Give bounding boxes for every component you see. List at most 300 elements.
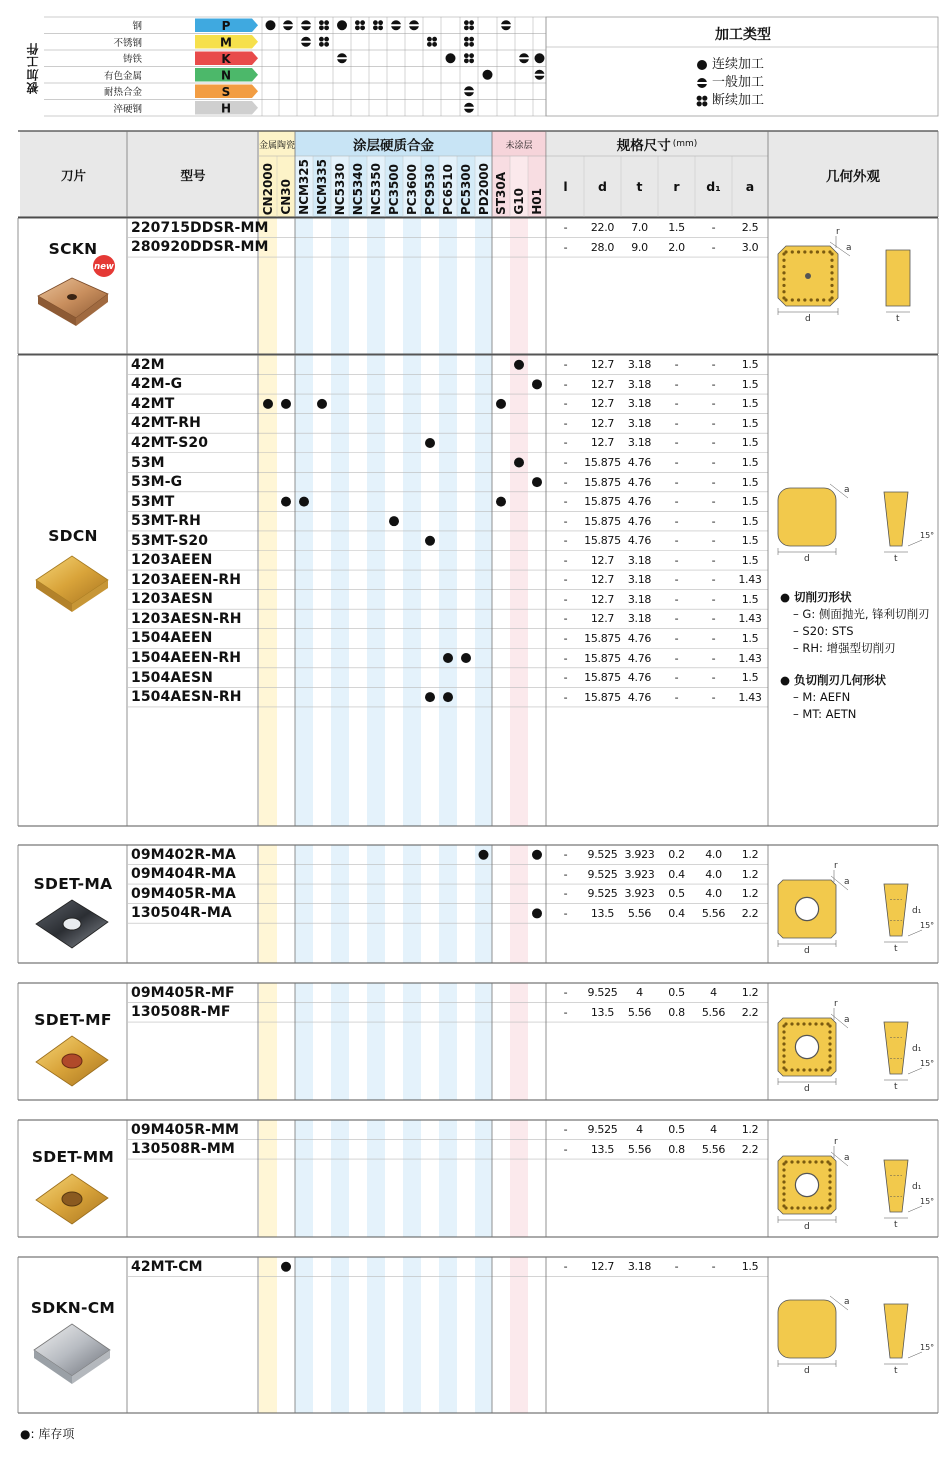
dim-value: 1.5 bbox=[741, 416, 759, 430]
dim-value: - bbox=[674, 377, 679, 391]
chipbreaker-dot bbox=[828, 1174, 831, 1177]
insert-side-view bbox=[884, 1304, 908, 1358]
dim-value: 0.4 bbox=[668, 906, 685, 920]
dim-value: - bbox=[563, 397, 568, 411]
insert-side-view bbox=[884, 1160, 908, 1212]
dim-value: 1.5 bbox=[741, 456, 759, 470]
chipbreaker-dot bbox=[796, 1022, 799, 1025]
insert-name-SDET-MM: SDET-MM bbox=[31, 1148, 115, 1166]
chipbreaker-dot bbox=[796, 1206, 799, 1209]
dim-value: 15.875 bbox=[584, 456, 621, 470]
dim-value: 22.0 bbox=[590, 221, 615, 235]
dim-value: 5.56 bbox=[701, 1005, 726, 1019]
dim-value: - bbox=[563, 456, 568, 470]
model-1504AESN-RH: 1504AESN-RH bbox=[131, 689, 242, 706]
model-1504AEEN: 1504AEEN bbox=[131, 630, 213, 647]
chipbreaker-dot bbox=[814, 1068, 817, 1071]
chipbreaker-dot bbox=[782, 265, 785, 268]
label-d: d bbox=[805, 314, 811, 324]
grade-label: ST30A bbox=[494, 172, 508, 215]
model-53M: 53M bbox=[131, 454, 165, 471]
dim-value: 12.7 bbox=[590, 397, 615, 411]
dim-value: - bbox=[563, 1123, 568, 1137]
grade-label: PC6510 bbox=[441, 164, 455, 215]
dim-value: - bbox=[563, 612, 568, 626]
grade-label: NCM335 bbox=[315, 159, 329, 215]
chipbreaker-dot bbox=[782, 1198, 785, 1201]
label-d1: d₁ bbox=[912, 1182, 922, 1192]
insert-top-view bbox=[778, 1300, 836, 1358]
label-t: t bbox=[894, 1366, 898, 1376]
dim-value: 3.0 bbox=[741, 240, 759, 254]
dim-value: - bbox=[711, 651, 716, 665]
dim-value: - bbox=[674, 456, 679, 470]
header-model: 型号 bbox=[180, 167, 206, 183]
label-a: a bbox=[844, 1153, 850, 1163]
model-1504AEEN-RH: 1504AEEN-RH bbox=[131, 650, 242, 667]
dim-value: - bbox=[711, 416, 716, 430]
angle-line bbox=[908, 1068, 922, 1074]
dim-value: 0.8 bbox=[668, 1142, 685, 1156]
dim-value: - bbox=[563, 848, 568, 862]
grade-label: PC3500 bbox=[387, 164, 401, 215]
dim-value: 3.18 bbox=[627, 436, 652, 450]
dim-value: - bbox=[563, 416, 568, 430]
model-53M-G: 53M-G bbox=[131, 474, 183, 491]
dim-value: 4 bbox=[710, 1123, 717, 1137]
dim-value: 1.2 bbox=[741, 986, 759, 1000]
model-09M405R-MA: 09M405R-MA bbox=[131, 885, 236, 902]
dim-value: 1.5 bbox=[741, 1260, 759, 1274]
dim-value: 1.5 bbox=[741, 631, 759, 645]
dim-value: 12.7 bbox=[590, 436, 615, 450]
angle-line bbox=[908, 540, 922, 546]
dim-value: 4.0 bbox=[705, 848, 722, 862]
insert-hole bbox=[795, 897, 818, 920]
chipbreaker-dot bbox=[830, 265, 833, 268]
dim-value: - bbox=[563, 671, 568, 685]
iso-P-letter: P bbox=[221, 19, 231, 33]
dim-value: 15.875 bbox=[584, 475, 621, 489]
dim-value: 28.0 bbox=[590, 240, 615, 254]
model-220715DDSR-MM: 220715DDSR-MM bbox=[131, 219, 269, 236]
dim-value: - bbox=[711, 221, 716, 235]
dim-value: - bbox=[563, 1005, 568, 1019]
chipbreaker-dot bbox=[797, 298, 800, 301]
chipbreaker-dot bbox=[826, 1160, 829, 1163]
chipbreaker-dot bbox=[782, 252, 785, 255]
header-cermet: 金属陶瓷 bbox=[259, 140, 296, 151]
dim-value: 7.0 bbox=[631, 221, 648, 235]
dim-value: 5.56 bbox=[701, 906, 726, 920]
chipbreaker-dot bbox=[828, 1030, 831, 1033]
dim-value: - bbox=[563, 651, 568, 665]
label-angle: 15° bbox=[920, 1197, 935, 1206]
dim-value: 15.875 bbox=[584, 631, 621, 645]
dim-value: 1.43 bbox=[738, 651, 762, 665]
chipbreaker-dot bbox=[791, 298, 794, 301]
chipbreaker-dot bbox=[830, 278, 833, 281]
chipbreaker-dot bbox=[830, 259, 833, 262]
dim-value: 1.5 bbox=[741, 592, 759, 606]
dim-value: 15.875 bbox=[584, 651, 621, 665]
chipbreaker-dot bbox=[820, 1068, 823, 1071]
model-09M405R-MF: 09M405R-MF bbox=[131, 984, 235, 1001]
chipbreaker-dot bbox=[803, 298, 806, 301]
header-spec: 规格尺寸 (mm) bbox=[616, 138, 698, 154]
model-42MT: 42MT bbox=[131, 395, 175, 412]
grade-label: NC5340 bbox=[351, 162, 365, 215]
label-d1: d₁ bbox=[912, 906, 922, 916]
header-uncoated: 未涂层 bbox=[505, 140, 533, 151]
dim-value: 2.5 bbox=[741, 221, 759, 235]
dim-value: - bbox=[563, 1142, 568, 1156]
dim-value: - bbox=[711, 397, 716, 411]
dim-value: 2.2 bbox=[741, 1005, 759, 1019]
grade-label: CN30 bbox=[279, 179, 293, 215]
chipbreaker-dot bbox=[790, 1206, 793, 1209]
dim-value: - bbox=[711, 1260, 716, 1274]
dim-value: - bbox=[711, 514, 716, 528]
dim-value: 12.7 bbox=[590, 573, 615, 587]
grade-label: G10 bbox=[512, 188, 526, 215]
chipbreaker-dot bbox=[782, 1168, 785, 1171]
chipbreaker-dot bbox=[828, 250, 831, 253]
dim-value: 12.7 bbox=[590, 592, 615, 606]
angle-line bbox=[908, 1206, 922, 1212]
dim-value: - bbox=[674, 1260, 679, 1274]
dim-value: 3.18 bbox=[627, 612, 652, 626]
label-a: a bbox=[846, 243, 852, 253]
dim-value: 0.5 bbox=[668, 1123, 685, 1137]
dim-value: 1.5 bbox=[741, 475, 759, 489]
dim-value: 12.7 bbox=[590, 553, 615, 567]
grade-label: CN2000 bbox=[261, 162, 275, 215]
chipbreaker-dot bbox=[808, 1206, 811, 1209]
model-09M402R-MA: 09M402R-MA bbox=[131, 846, 236, 863]
model-42M-G: 42M-G bbox=[131, 376, 183, 393]
model-09M405R-MM: 09M405R-MM bbox=[131, 1121, 240, 1138]
dim-value: 1.5 bbox=[741, 377, 759, 391]
dim-value: - bbox=[711, 690, 716, 704]
new-badge-text: new bbox=[94, 262, 114, 272]
chipbreaker-dot bbox=[828, 1060, 831, 1063]
dim-value: - bbox=[674, 475, 679, 489]
dim-value: 2.2 bbox=[741, 1142, 759, 1156]
dim-value: - bbox=[711, 456, 716, 470]
chipbreaker-dot bbox=[782, 1066, 785, 1069]
footnote: ●: 库存项 bbox=[20, 1427, 75, 1441]
grade-label: PD2000 bbox=[476, 162, 491, 215]
dim-header-1: d bbox=[598, 179, 607, 194]
grade-label: H01 bbox=[530, 188, 544, 215]
dim-value: - bbox=[674, 612, 679, 626]
chipbreaker-dot bbox=[782, 278, 785, 281]
dim-value: - bbox=[674, 631, 679, 645]
chipbreaker-dot bbox=[828, 1066, 831, 1069]
dim-value: 3.923 bbox=[624, 867, 655, 881]
dim-value: 9.0 bbox=[631, 240, 648, 254]
chipbreaker-dot bbox=[802, 1160, 805, 1163]
header-coated-carbide: 涂层硬质合金 bbox=[353, 138, 434, 154]
legend-continuous: 连续加工 bbox=[696, 56, 764, 74]
dim-value: - bbox=[674, 690, 679, 704]
dim-value: 1.5 bbox=[741, 534, 759, 548]
dim-value: 15.875 bbox=[584, 495, 621, 509]
chipbreaker-dot bbox=[782, 1186, 785, 1189]
chipbreaker-dot bbox=[830, 271, 833, 274]
chipbreaker-dot bbox=[782, 1042, 785, 1045]
dim-value: 0.5 bbox=[668, 986, 685, 1000]
label-r: r bbox=[836, 227, 840, 237]
material-S-name: 耐热合金 bbox=[103, 87, 142, 99]
dim-value: 3.18 bbox=[627, 377, 652, 391]
dim-value: 4 bbox=[636, 1123, 643, 1137]
dim-value: 12.7 bbox=[590, 1260, 615, 1274]
dim-value: - bbox=[711, 358, 716, 372]
chipbreaker-dot bbox=[802, 1022, 805, 1025]
insert-side-view bbox=[884, 884, 908, 936]
model-53MT: 53MT bbox=[131, 493, 175, 510]
dim-value: - bbox=[674, 514, 679, 528]
dim-value: - bbox=[563, 475, 568, 489]
model-130504R-MA: 130504R-MA bbox=[131, 905, 232, 922]
chipbreaker-dot bbox=[830, 284, 833, 287]
dim-value: 4.0 bbox=[705, 887, 722, 901]
dim-value: - bbox=[711, 631, 716, 645]
label-angle: 15° bbox=[920, 1059, 935, 1068]
dim-value: 1.5 bbox=[741, 514, 759, 528]
chipbreaker-dot bbox=[782, 1162, 785, 1165]
dim-value: 4.76 bbox=[627, 495, 652, 509]
insert-name-SDCN: SDCN bbox=[48, 527, 98, 545]
dim-value: - bbox=[563, 1260, 568, 1274]
dim-value: 4.76 bbox=[627, 671, 652, 685]
chipbreaker-dot bbox=[782, 1036, 785, 1039]
dim-value: 1.5 bbox=[741, 397, 759, 411]
insert-name-SDET-MA: SDET-MA bbox=[33, 875, 113, 893]
chipbreaker-dot bbox=[828, 1180, 831, 1183]
material-K-name: 铸铁 bbox=[122, 54, 142, 66]
label-t: t bbox=[894, 1220, 898, 1230]
grade-label: NC5330 bbox=[333, 162, 347, 215]
chipbreaker-dot bbox=[791, 250, 794, 253]
chipbreaker-dot bbox=[816, 298, 819, 301]
label-a: a bbox=[844, 1015, 850, 1025]
dim-value: - bbox=[563, 690, 568, 704]
grade-label: NCM325 bbox=[297, 159, 311, 215]
process-type-title: 加工类型 bbox=[715, 27, 771, 43]
dim-value: - bbox=[563, 553, 568, 567]
dim-value: - bbox=[563, 377, 568, 391]
label-t: t bbox=[894, 1082, 898, 1092]
model-42M: 42M bbox=[131, 356, 165, 373]
dim-value: 0.5 bbox=[668, 887, 685, 901]
dim-value: 15.875 bbox=[584, 690, 621, 704]
dim-value: 4 bbox=[710, 986, 717, 1000]
chipbreaker-dot bbox=[828, 1054, 831, 1057]
iso-N-letter: N bbox=[220, 68, 232, 83]
dim-value: 3.18 bbox=[627, 573, 652, 587]
dim-value: - bbox=[674, 358, 679, 372]
chipbreaker-dot bbox=[822, 250, 825, 253]
dim-value: 5.56 bbox=[627, 1005, 652, 1019]
dim-value: 0.8 bbox=[668, 1005, 685, 1019]
model-1203AESN: 1203AESN bbox=[131, 591, 213, 608]
chipbreaker-dot bbox=[802, 1206, 805, 1209]
dim-value: - bbox=[711, 475, 716, 489]
model-53MT-S20: 53MT-S20 bbox=[131, 532, 209, 549]
dim-value: 5.56 bbox=[701, 1142, 726, 1156]
dim-header-5: a bbox=[745, 179, 755, 194]
dim-value: - bbox=[563, 534, 568, 548]
dim-value: 9.525 bbox=[587, 887, 618, 901]
dim-value: 3.18 bbox=[627, 1260, 652, 1274]
chipbreaker-dot bbox=[822, 298, 825, 301]
label-angle: 15° bbox=[920, 1343, 935, 1352]
chipbreaker-dot bbox=[814, 1022, 817, 1025]
chipbreaker-dot bbox=[808, 1022, 811, 1025]
dim-value: 1.5 bbox=[741, 358, 759, 372]
chipbreaker-dot bbox=[797, 250, 800, 253]
material-N-name: 有色金属 bbox=[103, 70, 142, 82]
chipbreaker-dot bbox=[802, 1068, 805, 1071]
dim-value: 4.76 bbox=[627, 475, 652, 489]
dim-value: 3.18 bbox=[627, 553, 652, 567]
dim-value: - bbox=[711, 240, 716, 254]
dim-value: 3.923 bbox=[624, 887, 655, 901]
chipbreaker-dot bbox=[826, 1022, 829, 1025]
label-t: t bbox=[894, 554, 898, 564]
dim-value: 0.4 bbox=[668, 867, 685, 881]
dim-value: 12.7 bbox=[590, 358, 615, 372]
insert-hole bbox=[795, 1035, 818, 1058]
label-d: d bbox=[804, 1222, 810, 1232]
dim-header-3: r bbox=[673, 179, 680, 194]
dim-value: - bbox=[563, 887, 568, 901]
chipbreaker-dot bbox=[820, 1206, 823, 1209]
chipbreaker-dot bbox=[828, 1186, 831, 1189]
dim-value: 3.18 bbox=[627, 397, 652, 411]
dim-value: - bbox=[674, 671, 679, 685]
chipbreaker-dot bbox=[782, 1192, 785, 1195]
chipbreaker-dot bbox=[816, 250, 819, 253]
chipbreaker-dot bbox=[790, 1068, 793, 1071]
label-d: d bbox=[804, 1366, 810, 1376]
label-r: r bbox=[834, 1137, 838, 1147]
label-r: r bbox=[834, 861, 838, 871]
dim-value: - bbox=[674, 592, 679, 606]
dim-value: 1.5 bbox=[741, 553, 759, 567]
dim-value: 15.875 bbox=[584, 534, 621, 548]
model-42MT-RH: 42MT-RH bbox=[131, 415, 201, 432]
dim-value: - bbox=[674, 397, 679, 411]
dim-value: 1.43 bbox=[738, 690, 762, 704]
insert-hole bbox=[795, 1173, 818, 1196]
chipbreaker-dot bbox=[828, 1204, 831, 1207]
chipbreaker-dot bbox=[782, 284, 785, 287]
iso-K-letter: K bbox=[221, 52, 231, 66]
dim-value: 1.43 bbox=[738, 573, 762, 587]
dim-value: - bbox=[563, 986, 568, 1000]
label-angle: 15° bbox=[920, 921, 935, 930]
chipbreaker-dot bbox=[782, 1030, 785, 1033]
dim-value: 4.76 bbox=[627, 456, 652, 470]
model-130508R-MM: 130508R-MM bbox=[131, 1141, 235, 1158]
dim-value: 1.5 bbox=[741, 495, 759, 509]
chipbreaker-dot bbox=[782, 1048, 785, 1051]
dim-value: - bbox=[674, 416, 679, 430]
dim-value: - bbox=[674, 573, 679, 587]
insert-top-view bbox=[778, 488, 836, 546]
label-d: d bbox=[804, 946, 810, 956]
chipbreaker-dot bbox=[828, 1048, 831, 1051]
chipbreaker-dot bbox=[814, 1206, 817, 1209]
dim-value: 9.525 bbox=[587, 867, 618, 881]
dim-value: 4.0 bbox=[705, 867, 722, 881]
chipbreaker-dot bbox=[782, 1174, 785, 1177]
angle-line bbox=[908, 1352, 922, 1358]
dim-value: 5.56 bbox=[627, 1142, 652, 1156]
sdcn-notes: ● 切削刃形状 – G: 侧面抛光, 锋利切削刃 – S20: STS – RH: 增强型切削刃 ● 负切削刃几何形状 – M: AEFN – MT: AETN bbox=[780, 590, 930, 721]
dim-value: - bbox=[711, 573, 716, 587]
dim-value: - bbox=[711, 671, 716, 685]
model-1203AESN-RH: 1203AESN-RH bbox=[131, 610, 242, 627]
dim-value: 3.923 bbox=[624, 848, 655, 862]
iso-M-letter: M bbox=[220, 35, 232, 50]
grade-label: PC3600 bbox=[405, 164, 419, 215]
dim-value: 1.43 bbox=[738, 612, 762, 626]
workpiece-side-label: 被加工件 bbox=[25, 42, 40, 94]
chipbreaker-dot bbox=[828, 1168, 831, 1171]
insert-side-view bbox=[886, 250, 910, 306]
chipbreaker-dot bbox=[810, 250, 813, 253]
material-M-name: 不锈钢 bbox=[113, 37, 142, 49]
dim-value: - bbox=[711, 553, 716, 567]
dim-value: 15.875 bbox=[584, 671, 621, 685]
label-a: a bbox=[844, 877, 850, 887]
label-angle: 15° bbox=[920, 531, 935, 540]
chipbreaker-dot bbox=[810, 298, 813, 301]
dim-value: 4.76 bbox=[627, 631, 652, 645]
dim-value: 1.5 bbox=[741, 436, 759, 450]
model-53MT-RH: 53MT-RH bbox=[131, 513, 201, 530]
dim-value: 5.56 bbox=[627, 906, 652, 920]
dim-header-4: d₁ bbox=[706, 179, 721, 194]
dim-value: - bbox=[563, 221, 568, 235]
dim-value: 13.5 bbox=[590, 1005, 615, 1019]
chipbreaker-dot bbox=[782, 290, 785, 293]
dim-value: - bbox=[563, 436, 568, 450]
label-a: a bbox=[844, 485, 850, 495]
dim-value: 4.76 bbox=[627, 690, 652, 704]
dim-value: 1.2 bbox=[741, 887, 759, 901]
dim-value: - bbox=[563, 514, 568, 528]
dim-value: 3.18 bbox=[627, 416, 652, 430]
dim-value: - bbox=[563, 358, 568, 372]
dim-value: 1.2 bbox=[741, 1123, 759, 1137]
model-1203AEEN: 1203AEEN bbox=[131, 552, 213, 569]
model-42MT-S20: 42MT-S20 bbox=[131, 434, 209, 451]
chipbreaker-dot bbox=[820, 1160, 823, 1163]
label-t: t bbox=[894, 944, 898, 954]
label-d1: d₁ bbox=[912, 1044, 922, 1054]
dim-value: - bbox=[563, 573, 568, 587]
label-r: r bbox=[834, 999, 838, 1009]
model-130508R-MF: 130508R-MF bbox=[131, 1004, 231, 1021]
label-d: d bbox=[804, 1084, 810, 1094]
chipbreaker-dot bbox=[808, 1160, 811, 1163]
